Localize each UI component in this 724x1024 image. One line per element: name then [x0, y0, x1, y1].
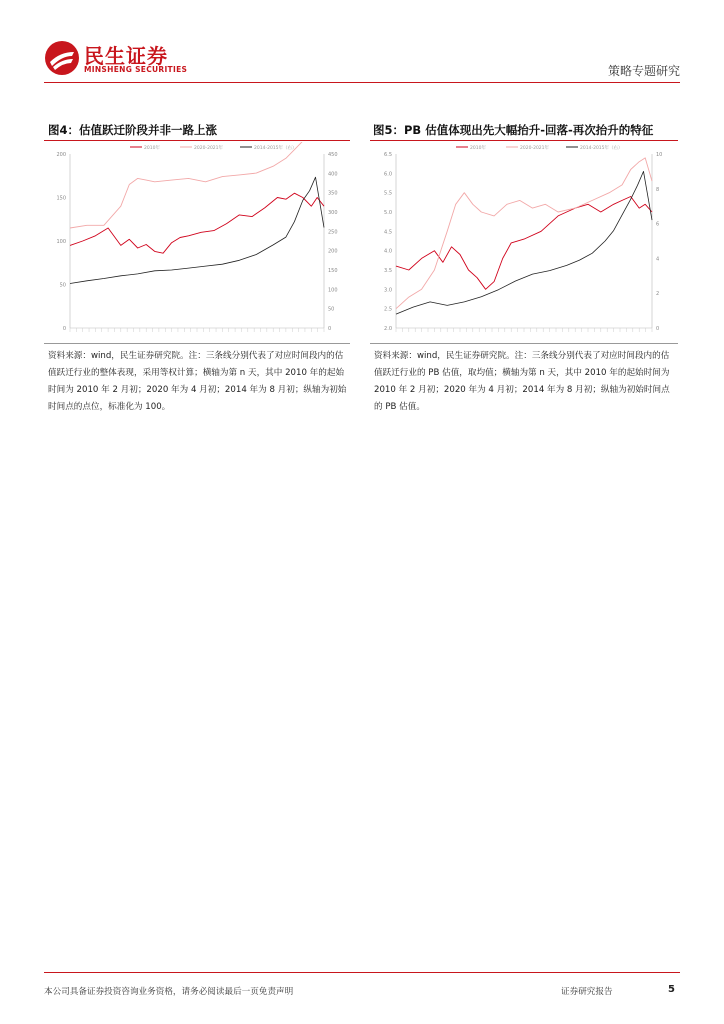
fig5-y-right-tick-label: 4 — [656, 256, 660, 263]
fig4-y-left-tick-label: 50 — [59, 282, 66, 289]
fig4-y-right-tick-label: 250 — [328, 229, 338, 236]
fig5-y-left-tick-label: 5.5 — [384, 190, 392, 197]
fig5-legend-label: 2020-2021年 — [520, 146, 550, 151]
figure-4-source-note: 资料来源：wind，民生证券研究院。注：三条线分别代表了对应时间段内的估值跃迁行业的整体表现，采用等权计算；横轴为第 n 天，其中 2010 年的起始时间为 2010 年 2 月初；2020 年为 4 月初；2014 年为 8 月初；纵轴为初始时间点的点位，标准化为 100。 — [48, 351, 347, 412]
fig4-legend-label: 2010年 — [144, 146, 160, 151]
fig4-y-right-tick-label: 150 — [328, 268, 338, 274]
fig4-y-left-tick-label: 0 — [62, 326, 66, 332]
fig4-y-left-tick-label: 150 — [56, 195, 66, 202]
fig4-y-right-tick-label: 300 — [328, 210, 338, 216]
fig4-legend-label: 2014-2015年（右） — [254, 146, 297, 151]
minsheng-logo-icon — [44, 40, 80, 76]
fig5-series-line-1 — [396, 158, 652, 309]
fig5-legend-label: 2010年 — [470, 146, 486, 151]
fig5-y-right-tick-label: 8 — [656, 186, 660, 193]
footer-report-label: 证券研究报告 — [561, 987, 613, 997]
fig5-y-left-tick-label: 2.0 — [384, 326, 392, 332]
report-type: 策略专题研究 — [607, 64, 680, 78]
fig4-series-line-1 — [70, 142, 324, 228]
fig4-y-left-tick-label: 100 — [56, 239, 66, 245]
fig5-y-left-tick-label: 2.5 — [384, 306, 392, 313]
fig4-y-right-tick-label: 400 — [328, 171, 338, 178]
header-divider — [44, 82, 680, 83]
fig4-y-right-tick-label: 50 — [328, 306, 335, 313]
fig4-y-left-tick-label: 200 — [56, 152, 66, 158]
fig4-series-line-0 — [70, 193, 324, 253]
fig5-y-right-tick-label: 2 — [656, 291, 660, 298]
figure-4-title-divider — [44, 140, 350, 141]
fig4-series-line-2 — [70, 177, 324, 283]
figure-5-source-note: 资料来源：wind，民生证券研究院。注：三条线分别代表了对应时间段内的估值跃迁行业的 PB 估值，取均值；横轴为第 n 天，其中 2010 年的起始时间为 2010 年 2 月初；2020 年为 4 月初；2014 年为 8 月初；纵轴为初始时间点的 PB 估值。 — [374, 351, 670, 412]
fig5-series-line-2 — [396, 171, 652, 314]
fig4-y-right-tick-label: 0 — [328, 326, 332, 332]
footer-divider — [44, 972, 680, 973]
fig5-y-left-tick-label: 5.0 — [384, 210, 392, 216]
fig4-y-right-tick-label: 450 — [328, 152, 338, 158]
fig4-y-right-tick-label: 200 — [328, 248, 338, 255]
figure-5-chart — [370, 142, 678, 342]
fig5-y-left-tick-label: 4.5 — [384, 229, 392, 236]
fig5-y-left-tick-label: 3.5 — [384, 268, 392, 274]
figure-5-title: 图5：PB 估值体现出先大幅抬升-回落-再次抬升的特征 — [373, 123, 654, 137]
footer-disclaimer: 本公司具备证券投资咨询业务资格，请务必阅读最后一页免责声明 — [44, 987, 294, 997]
brand-name-en: MINSHENG SECURITIES — [84, 65, 188, 74]
fig5-y-left-tick-label: 6.5 — [384, 152, 392, 158]
fig5-y-right-tick-label: 0 — [656, 326, 660, 332]
figure-4-chart — [44, 142, 350, 342]
figure-4-source-divider — [44, 343, 350, 344]
fig5-y-left-tick-label: 6.0 — [384, 171, 392, 178]
figure-5-source-divider — [370, 343, 678, 344]
fig4-y-right-tick-label: 350 — [328, 190, 338, 197]
brand-name-cn: 民生证券 — [84, 44, 168, 68]
page-number: 5 — [668, 984, 675, 995]
fig5-y-right-tick-label: 6 — [656, 221, 660, 228]
fig4-y-right-tick-label: 100 — [328, 287, 338, 294]
fig5-y-left-tick-label: 3.0 — [384, 287, 392, 294]
fig5-legend-label: 2014-2015年（右） — [580, 146, 623, 151]
fig5-series-line-0 — [396, 197, 652, 290]
fig5-y-right-tick-label: 10 — [656, 152, 663, 158]
figure-4-title: 图4：估值跃迁阶段并非一路上涨 — [48, 123, 217, 137]
fig4-legend-label: 2020-2021年 — [194, 146, 224, 151]
figure-5-title-divider — [370, 140, 678, 141]
fig5-y-left-tick-label: 4.0 — [384, 248, 392, 255]
